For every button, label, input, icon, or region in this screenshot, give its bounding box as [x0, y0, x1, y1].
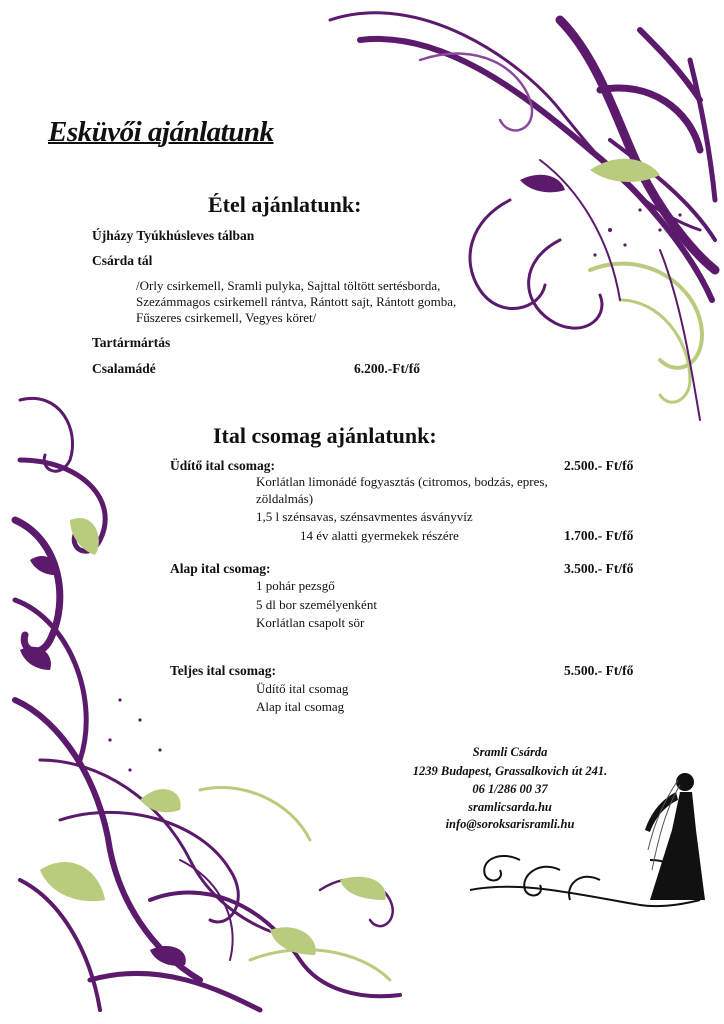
- food-price: 6.200.-Ft/fő: [354, 361, 420, 376]
- basic-package-line: 1 pohár pezsgő: [256, 578, 335, 593]
- child-label: 14 év alatti gyermekek részére: [300, 528, 459, 543]
- food-item-pickles: Csalamádé: [92, 361, 156, 376]
- soft-package-line: 1,5 l szénsavas, szénsavmentes ásványvíz: [256, 509, 473, 524]
- soft-package-name: Üdítő ital csomag:: [170, 458, 275, 473]
- food-item-platter: Csárda tál: [92, 253, 153, 268]
- basic-package-line: Korlátlan csapolt sör: [256, 615, 365, 630]
- food-desc-line: /Orly csirkemell, Sramli pulyka, Sajttal töltött sertésborda,: [136, 278, 441, 293]
- contact-website: sramlicsarda.hu: [468, 800, 552, 814]
- child-price: 1.700.- Ft/fő: [564, 528, 634, 543]
- basic-package-line: 5 dl bor személyenként: [256, 597, 377, 612]
- soft-package-price: 2.500.- Ft/fő: [564, 458, 634, 473]
- food-item-sauce: Tartármártás: [92, 335, 171, 350]
- full-package-line: Üdítő ital csomag: [256, 681, 349, 696]
- basic-package-price: 3.500.- Ft/fő: [564, 561, 634, 576]
- basic-package-name: Alap ital csomag:: [170, 561, 271, 576]
- food-item-soup: Újházy Tyúkhúsleves tálban: [92, 228, 255, 243]
- soft-package-line: zöldalmás): [256, 491, 314, 506]
- contact-name: Sramli Csárda: [472, 745, 548, 759]
- page-title: Esküvői ajánlatunk: [48, 116, 274, 148]
- full-package-line: Alap ital csomag: [256, 699, 345, 714]
- contact-phone: 06 1/286 00 37: [472, 782, 548, 796]
- food-heading: Étel ajánlatunk:: [208, 192, 362, 217]
- full-package-price: 5.500.- Ft/fő: [564, 663, 634, 678]
- soft-package-line: Korlátlan limonádé fogyasztás (citromos, bodzás, epres,: [256, 474, 548, 489]
- contact-address: 1239 Budapest, Grassalkovich út 241.: [412, 764, 608, 778]
- food-desc-line: Fűszeres csirkemell, Vegyes köret/: [136, 310, 317, 325]
- full-package-name: Teljes ital csomag:: [170, 663, 276, 678]
- contact-email: info@soroksarisramli.hu: [445, 817, 575, 831]
- drinks-heading: Ital csomag ajánlatunk:: [213, 423, 437, 448]
- food-desc-line: Szezámmagos csirkemell rántva, Rántott sajt, Rántott gomba,: [136, 294, 457, 309]
